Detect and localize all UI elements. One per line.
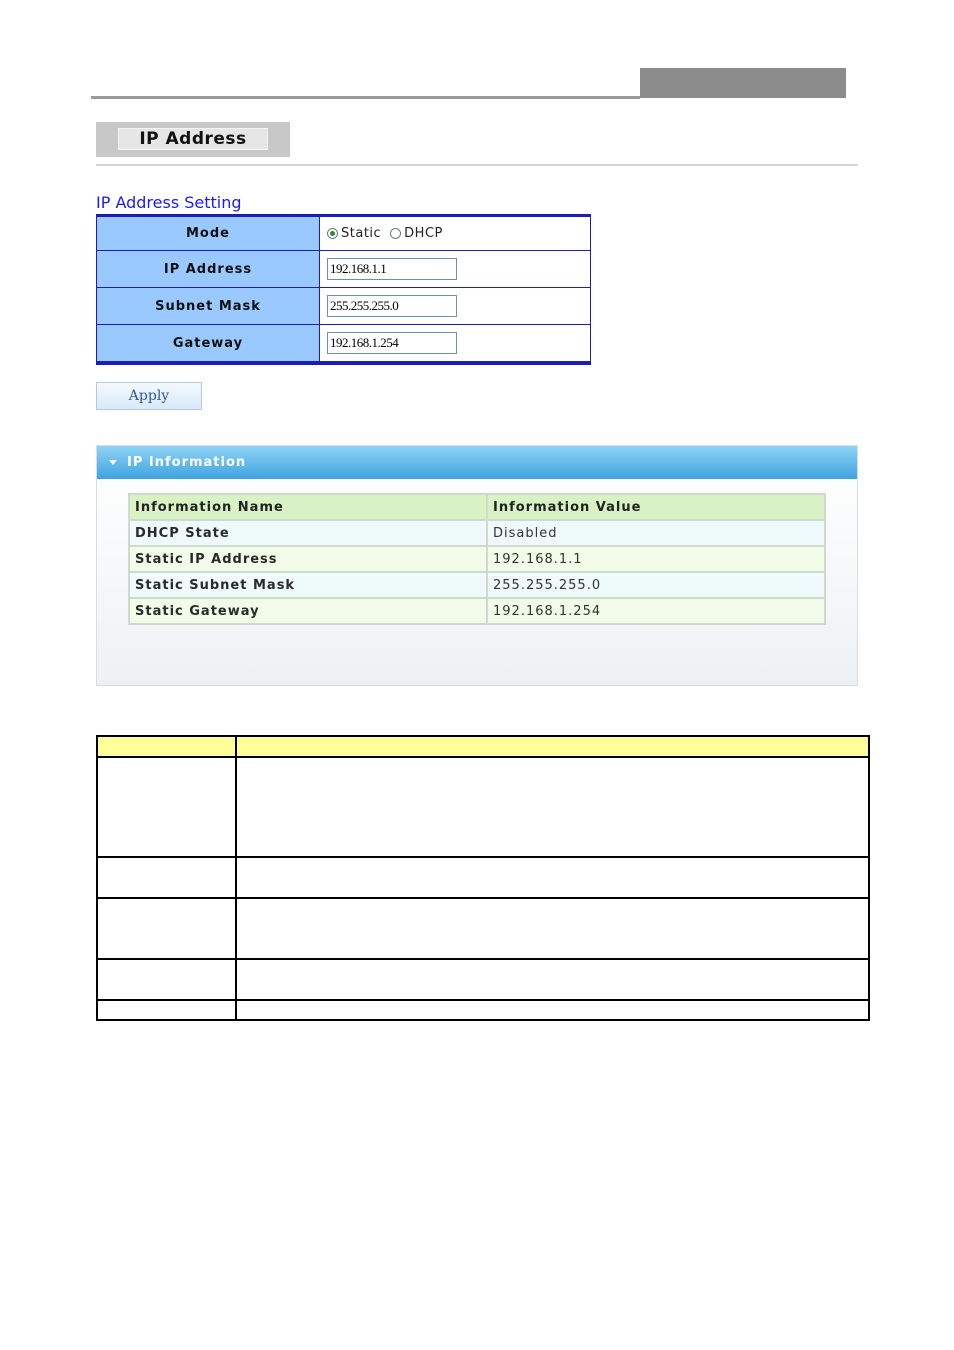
table-row — [129, 546, 825, 572]
description-object-cell — [97, 1000, 236, 1020]
table-header-row — [129, 494, 825, 520]
info-name-cell: DHCP State — [129, 520, 487, 546]
apply-button[interactable]: Apply — [96, 382, 202, 410]
info-value-cell: Disabled — [487, 520, 825, 546]
table-row — [129, 598, 825, 624]
description-text-cell — [236, 857, 869, 898]
mode-radio-group — [327, 226, 452, 241]
ip-information-table — [128, 493, 826, 625]
title-divider — [96, 164, 858, 166]
table-row — [129, 572, 825, 598]
description-row — [97, 1000, 869, 1020]
subnet-mask-cell — [320, 288, 590, 324]
setting-heading: IP Address Setting — [96, 193, 242, 212]
description-header-row — [97, 736, 869, 757]
description-object-cell — [97, 959, 236, 1000]
table-row — [129, 520, 825, 546]
description-header-description — [236, 736, 869, 757]
subnet-mask-label: Subnet Mask — [97, 288, 320, 324]
subnet-mask-input[interactable] — [327, 295, 457, 317]
description-text-cell — [236, 757, 869, 857]
description-object-cell — [97, 757, 236, 857]
mode-static-radio[interactable] — [327, 228, 338, 239]
ip-address-label: IP Address — [97, 251, 320, 287]
description-text-cell — [236, 1000, 869, 1020]
ip-setting-form — [96, 214, 591, 365]
info-name-cell: Static Gateway — [129, 598, 487, 624]
col-information-name: Information Name — [129, 494, 487, 520]
collapse-caret-icon[interactable] — [109, 460, 117, 465]
col-information-value: Information Value — [487, 494, 825, 520]
ip-address-row — [97, 251, 590, 288]
description-row — [97, 857, 869, 898]
info-value-cell: 255.255.255.0 — [487, 572, 825, 598]
gateway-label: Gateway — [97, 325, 320, 361]
description-object-cell — [97, 898, 236, 959]
page-title: IP Address — [118, 128, 268, 150]
ip-information-title: IP Information — [127, 455, 247, 470]
ip-address-cell — [320, 251, 590, 287]
description-text-cell — [236, 898, 869, 959]
description-row — [97, 898, 869, 959]
subnet-mask-row — [97, 288, 590, 325]
description-table — [96, 735, 870, 1021]
info-name-cell: Static IP Address — [129, 546, 487, 572]
ip-information-header[interactable] — [97, 446, 857, 479]
mode-static-label[interactable]: Static — [341, 226, 382, 241]
info-value-cell: 192.168.1.1 — [487, 546, 825, 572]
info-value-cell: 192.168.1.254 — [487, 598, 825, 624]
mode-row — [97, 217, 590, 251]
gateway-row — [97, 325, 590, 361]
description-text-cell — [236, 959, 869, 1000]
header-rule — [91, 96, 640, 99]
description-row — [97, 959, 869, 1000]
mode-options — [320, 217, 590, 250]
ip-information-panel — [96, 445, 858, 686]
mode-label: Mode — [97, 217, 320, 250]
gateway-cell — [320, 325, 590, 361]
description-header-object — [97, 736, 236, 757]
description-row — [97, 757, 869, 857]
description-object-cell — [97, 857, 236, 898]
ip-address-input[interactable] — [327, 258, 457, 280]
mode-dhcp-radio[interactable] — [390, 228, 401, 239]
mode-dhcp-label[interactable]: DHCP — [404, 226, 443, 241]
info-name-cell: Static Subnet Mask — [129, 572, 487, 598]
section-title-badge — [96, 122, 290, 157]
header-block — [640, 68, 846, 98]
gateway-input[interactable] — [327, 332, 457, 354]
